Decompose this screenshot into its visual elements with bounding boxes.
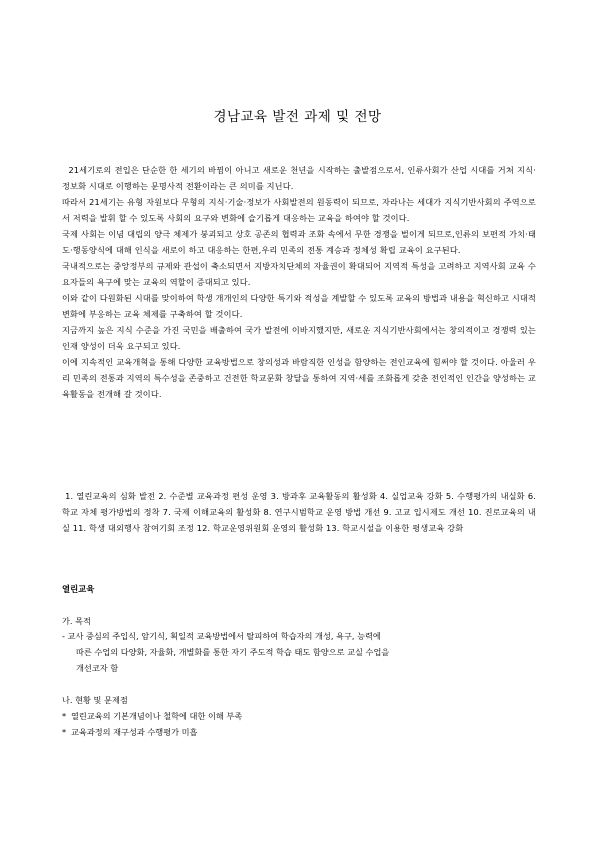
purpose-line: - 교사 중심의 주입식, 암기식, 획일적 교육방법에서 탈피하여 학습자의 개성, 욕구, 능력에: [62, 631, 381, 641]
task-list-text: 1. 열린교육의 심화 발전 2. 수준별 교육과정 편성 운영 3. 방과후 교육활동의 활성화 4. 실업교육 강화 5. 수행평가의 내실화 6. 학교 자체 평가방법의 정착 7. 국제 이해교육의 활성화 8. 연구시범학교 운영 방법 개선 9. 고교 입시제도 개선 10. 진로교육의 내실 11. 학생 대외행사 참여기회 조정 12. 학교운영위원회 운영의 활성화 13. 학교시설을 이용한 평생교육 강화: [62, 491, 539, 533]
purpose-line: 개선코자 함: [76, 663, 119, 673]
intro-paragraph: 국제 사회는 이념 대립의 양극 체제가 붕괴되고 상호 공존의 협력과 조화 속에서 무한 경쟁을 벌이게 되므로,인류의 보편적 가치·태도·행동양식에 대해 인식을 새로이 하고 대응하는 한편,우리 민족의 전통 계승과 정체성 확립 교육이 요구된다.: [62, 229, 536, 255]
status-bullet: [62, 708, 536, 724]
intro-paragraph: 따라서 21세기는 유형 자원보다 무형의 지식·기술·정보가 사회발전의 원동력이 되므로, 자라나는 세대가 지식기반사회의 주역으로서 저력을 발휘 할 수 있도록 사회의 요구와 변화에 슬기롭게 대응하는 교육을 하여야 할 것이다.: [62, 197, 536, 223]
intro-paragraph: 이와 같이 다원화된 시대를 맞이하여 학생 개개인의 다양한 특기와 적성을 계발할 수 있도록 교육의 방법과 내용을 혁신하고 시대적 변화에 부응하는 교육 체제를 구축하여 할 것이다.: [62, 293, 536, 319]
status-bullet: [62, 724, 536, 740]
purpose-line: 따른 수업의 다양화, 자율화, 개별화를 통한 자기 주도적 학습 태도 함양으로 교실 수업을: [76, 647, 390, 657]
bullet-icon: *: [62, 727, 67, 737]
status-bullet-text: 열린교육의 기본개념이나 철학에 대한 이해 부족: [71, 711, 243, 721]
task-list: [62, 488, 539, 536]
bullet-icon: *: [62, 711, 67, 721]
intro-paragraph: 이에 지속적인 교육개혁을 통해 다양한 교육방법으로 창의성과 바람직한 인성을 함양하는 전인교육에 힘써야 할 것이다. 아울러 우리 민족의 전통과 지역의 특수성을 존중하고 건전한 학교문화 창달을 통하여 지역·세를 조화롭게 갖춘 전인적인 인간을 양성하는 교육활동을 전개해 갈 것이다.: [62, 357, 536, 399]
intro-paragraph: 국내적으로는 중앙정부의 규제와 관섭이 축소되면서 지방자치단체의 자율권이 확대되어 지역적 특성을 고려하고 지역사회 교육 수요자들의 욕구에 맞는 교육의 역할이 증대되고 있다.: [62, 261, 536, 287]
subsection-heading-status: 나. 현황 및 문제점: [62, 695, 128, 705]
section-heading: 열린교육: [62, 584, 95, 594]
intro-paragraph: 지금까지 높은 지식 수준을 가진 국민을 배출하여 국가 발전에 이바지했지만, 새로운 지식기반사회에서는 창의적이고 경쟁력 있는 인재 양성이 더욱 요구되고 있다.: [62, 325, 536, 351]
page-title: 경남교육 발전 과제 및 전망: [213, 109, 382, 125]
status-bullet-text: 교육과정의 재구성과 수행평가 미흡: [71, 727, 198, 737]
intro-text: [62, 162, 536, 402]
intro-paragraph: 21세기로의 전입은 단순한 한 세기의 바뀜이 아니고 새로운 천년을 시작하는 출발점으로서, 인류사회가 산업 시대를 거쳐 지식·정보화 시대로 이행하는 문명사적 전환이라는 큰 의미를 지닌다.: [62, 165, 536, 191]
subsection-heading-purpose: 가. 목적: [62, 616, 91, 626]
